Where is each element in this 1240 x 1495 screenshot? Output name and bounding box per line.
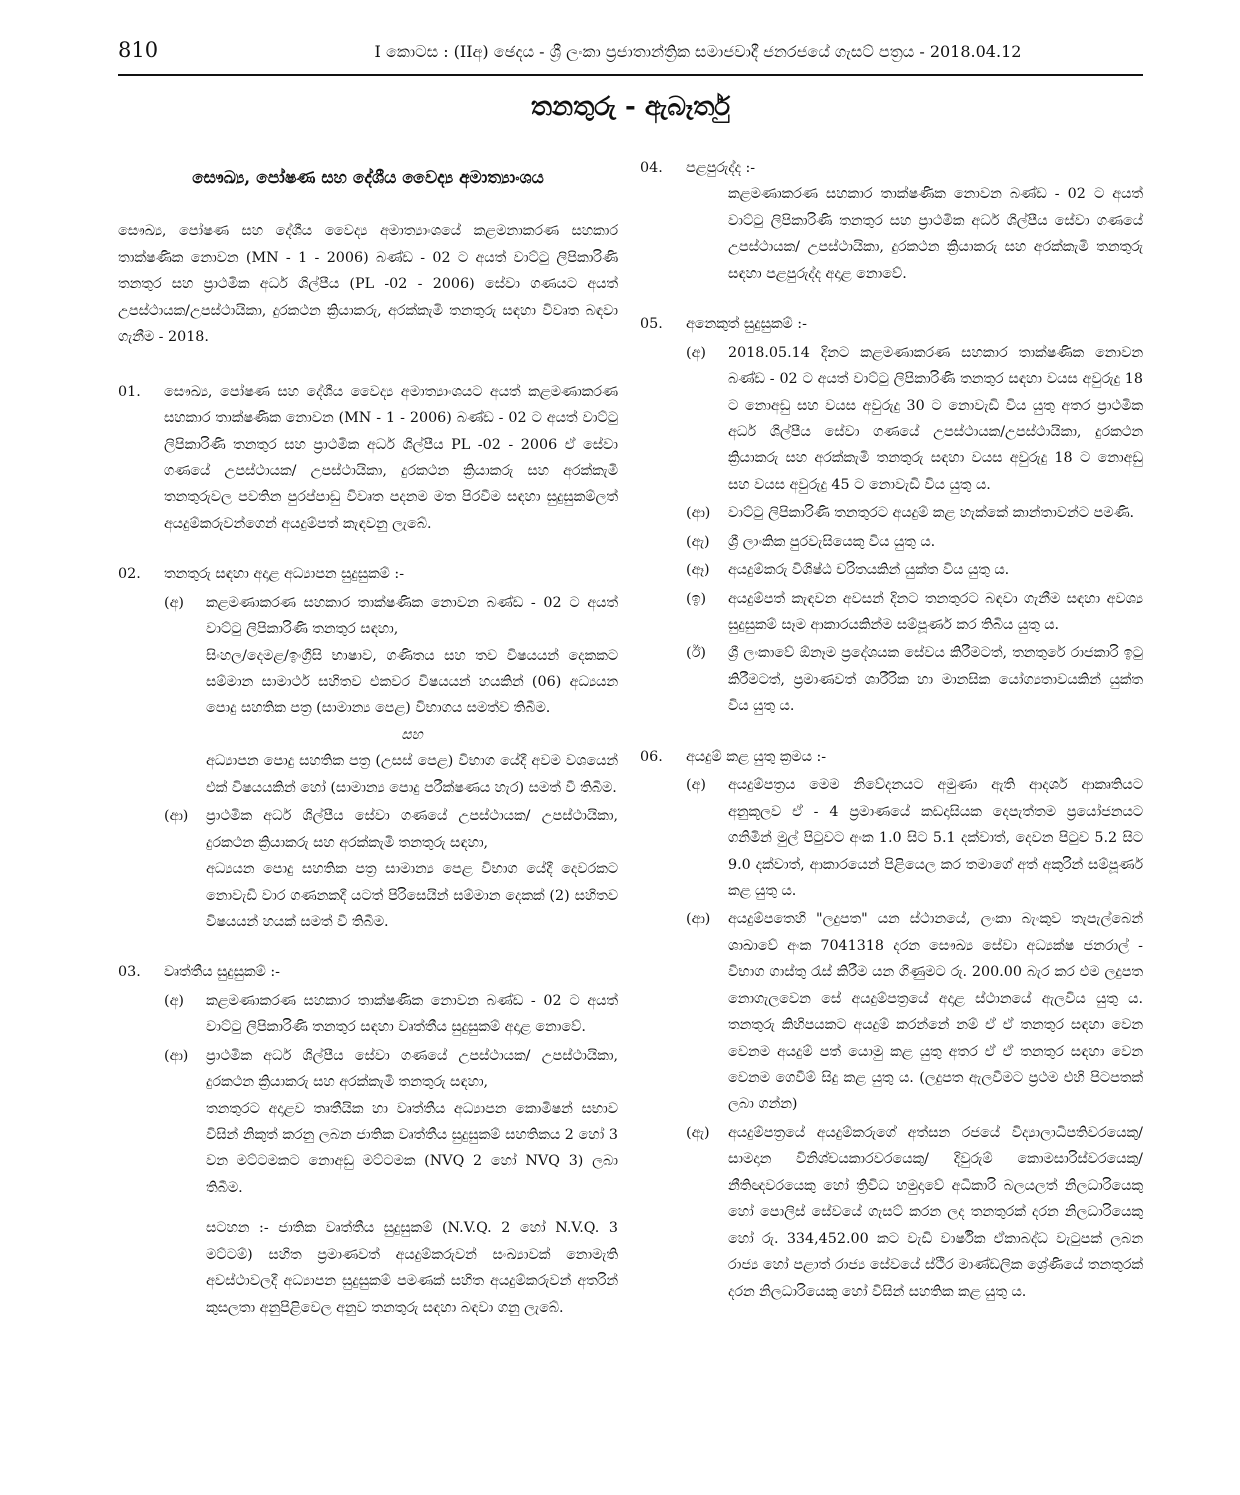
- item-text: ශ්‍රී ලංකාවේ ඕනෑම ප්‍රදේශයක සේවය කිරීමටත්, තනතුරේ රාජකාරි ඉටු කිරීමටත්, ප්‍රමාණවත් ශාරීරික හා මානසික යෝග්‍යතාවයකින් යුක්ත විය යුතු ය.: [728, 645, 1143, 715]
- section-heading: තනතුරු සඳහා අදාළ අධ්‍යාපන සුදුසුකම් :-: [164, 566, 405, 583]
- item-text: ප්‍රාථමික අර්ධ ශිල්පීය සේවා ගණයේ උපස්ථායක/ උපස්ථායිකා, දුරකථන ක්‍රියාකරු සහ අරක්කැමි තනතුරු සඳහා,: [206, 808, 618, 851]
- section-heading: අනෙකුත් සුදුසුකම් :-: [686, 316, 807, 333]
- item-label: (අ): [686, 344, 706, 361]
- section-01: [118, 379, 618, 538]
- item-label: (ඇ): [686, 1124, 710, 1141]
- page-number: 810: [118, 38, 159, 62]
- item-label: (ආ): [686, 911, 711, 928]
- section-heading: වෘත්තීය සුදුසුකම් :-: [164, 964, 281, 981]
- notice-intro: සෞඛ්‍ය, පෝෂණ සහ දේශීය වෛද්‍ය අමාත්‍යාංශයේ කළමනාකරණ සහකාර තාක්ෂණික නොවන (MN - 1 - 2006) බණ්ඩ - 02 ට අයත් වාට්ටු ලිපිකාරිණි තනතුර සහ ප්‍රාථමික අර්ධ ශිල්පීය (PL -02 - 2006) සේවා ගණයට අයත් උපස්ථායක/උපස්ථායිකා, දුරකථන ක්‍රියාකරු, අරක්කැමි තනතුරු සඳහා විවෘත බඳවා ගැනීම - 2018.: [118, 223, 618, 346]
- item-text: ශ්‍රී ලාංකික පුරවැසියෙකු විය යුතු ය.: [728, 533, 936, 550]
- item-text: සිංහල/දෙමළ/ඉංග්‍රීසි භාෂාව, ගණිතය සහ තව විෂයයන් දෙකකට සම්මාන සාමාර්ථ සහිතව එකවර විෂයයන් හයකින් (06) අධ්‍යයන පොදු සහතික පත්‍ර (සාමාන්‍ය පෙළ) විභාගය සමත්ව තිබීම.: [206, 647, 618, 717]
- note-text: සටහන :- ජාතික වෘත්තීය සුදුසුකම් (N.V.Q. 2 හෝ N.V.Q. 3 මට්ටම්) සහිත ප්‍රමාණවත් අයදුම්කරුවන් සංඛ්‍යාවක් නොමැති අවස්ථාවලදී අධ්‍යාපන සුදුසුකම් පමණක් සහිත අයදුම්කරුවන් අතරින් කුසලතා අනුපිළිවෙල අනුව තනතුරු සඳහා බඳවා ගනු ලැබේ.: [206, 1220, 618, 1316]
- item-label: (ආ): [686, 505, 711, 522]
- list-item: [686, 586, 1143, 639]
- item-text: අධ්‍යයන පොදු සහතික පත්‍ර සාමාන්‍ය පෙළ විභාග යේදී දෙවරකට නොවැඩි වාර ගණනකදී යටත් පිරිසෙයින් සම්මාන දෙකක් (2) සහිතව විෂයයන් හයක් සමත් වී තිබීම.: [206, 861, 618, 930]
- list-item: [686, 772, 1143, 904]
- list-item: [686, 557, 1143, 583]
- section-number: 03.: [118, 964, 141, 981]
- list-item: [164, 803, 618, 935]
- item-label: (අ): [164, 594, 184, 611]
- item-text: අයදුම්පත් කැඳවන අවසන් දිනට තනතුරට බඳවා ගැනීම සඳහා අවශ්‍ය සුදුසුකම් සෑම ආකාරයකින්ම සම්පූර්ණ කර තිබිය යුතු ය.: [728, 590, 1143, 633]
- item-text: ප්‍රාථමික අර්ධ ශිල්පීය සේවා ගණයේ උපස්ථායක/ උපස්ථායිකා, දුරකථන ක්‍රියාකරු සහ අරක්කැමි තනතුරු සඳහා,: [206, 1047, 618, 1091]
- section-heading: අයදුම් කළ යුතු ක්‍රමය :-: [686, 748, 827, 765]
- item-text: කළමණාකරණ සහකාර තාක්ෂණික නොවන බණ්ඩ - 02 ට අයත් වාට්ටු ලිපිකාරිණි තනතුර සඳහා,: [206, 594, 618, 638]
- item-text: 2018.05.14 දිනට කළමණාකරණ සහකාර තාක්ෂණික නොවන බණ්ඩ - 02 ට අයත් වාට්ටු ලිපිකාරිණි තනතුර සඳහා වයස අවුරුදු 18 ට නොඅඩු සහ වයස අවුරුදු 30 ට නොවැඩි විය යුතු අතර ප්‍රාථමික අර්ධ ශිල්පීය සේවා ගණයේ උපස්ථායක/උපස්ථායිකා, දුරකථන ක්‍රියාකරු සහ අරක්කැමි තනතුරු සඳහා වයස අවුරුදු 18 ට නොඅඩු සහ වයස අවුරුදු 45 ට නොවැඩි විය යුතු ය.: [728, 344, 1143, 493]
- item-label: (අ): [164, 992, 184, 1009]
- list-item: [686, 500, 1143, 526]
- conjunction-text: සහ: [401, 726, 423, 743]
- item-text: අයදුම්පතෙහි "ලදුපත" යන ස්ථානයේ, ලංකා බැංකුව තැපැල්බෙන් ශාඛාවේ අංක 7041318 දරන සෞඛ්‍ය සේවා අධ්‍යක්ෂ ජනරාල් - විභාග ගාස්තු රැස් කිරීම යන ගිණුමට රු. 200.00 බැර කර එම ලදුපත නොගැලවෙන සේ අයදුම්පත්‍රයේ අදාළ ස්ථානයේ ඇලවිය යුතු ය. තනතුරු කිහිපයකට අයදුම් කරන්නේ නම් ඒ ඒ තනතුර සඳහා වෙන වෙනම අයදුම් පත් යොමු කළ යුතු අතර ඒ ඒ තනතුර සඳහා වෙන වෙනම ගෙවීම් සිදු කළ යුතු ය. (ලදුපත ඇලවීමට ප්‍රථම එහි පිටපතක් ලබා ගන්න): [728, 911, 1143, 1113]
- list-item: [164, 988, 618, 1041]
- section-title: තනතුරු - ඇබෑර්තු: [530, 92, 731, 122]
- list-item: [686, 640, 1143, 719]
- list-item: [164, 590, 618, 802]
- list-item: [686, 906, 1143, 1118]
- item-text: අයදුම්කරු විශිෂ්ඨ චරිතයකින් යුක්ත විය යුතු ය.: [728, 562, 1010, 579]
- ministry-heading: සෞඛ්‍ය, පෝෂණ සහ දේශීය වෛද්‍ය අමාත්‍යාංශය: [192, 168, 544, 188]
- section-number: 06.: [640, 748, 663, 765]
- section-06: [640, 744, 1143, 1305]
- page-header: [118, 38, 1143, 78]
- list-item: [686, 1120, 1143, 1305]
- section-05: [640, 311, 1143, 720]
- list-item: [164, 1043, 618, 1202]
- item-text: අධ්‍යාපන පොදු සහතික පත්‍ර (උසස් පෙළ) විභාග යේදී අවම වශයෙන් එක් විෂයයකින් හෝ (සාමාන්‍ය පොදු පරීක්ෂණය හැර) සමත් වී තිබීම.: [206, 753, 618, 796]
- section-number: 04.: [640, 160, 663, 176]
- list-item: [686, 529, 1143, 555]
- item-label: (ඉ): [686, 590, 707, 607]
- item-label: (ආ): [164, 808, 189, 825]
- header-rule: [118, 74, 1143, 76]
- item-label: (ඇ): [686, 533, 710, 550]
- section-number: 02.: [118, 566, 141, 583]
- section-03: [118, 959, 618, 1321]
- item-text: තනතුරට අදාළව තෘතීයික හා වෘත්තීය අධ්‍යාපන කොමිෂන් සභාව විසින් නිකුත් කරනු ලබන ජාතික වෘත්තීය සුදුසුකම් සහතිකය 2 හෝ 3 වන මට්ටමකට නොඅඩු මට්ටමක (NVQ 2 හෝ NVQ 3) ලබා තිබීම.: [206, 1100, 618, 1196]
- section-04: [640, 155, 1143, 287]
- gazette-title-line: I කොටස : (IIඅ) ඡෙදය - ශ්‍රී ලංකා ප්‍රජාතාන්ත්‍රික සමාජවාදී ජනරජයේ ගැසට් පත්‍රය - 2018.04.12: [374, 42, 1022, 61]
- section-text: කළමණාකරණ සහකාර තාක්ෂණික නොවන බණ්ඩ - 02 ට අයත් වාට්ටු ලිපිකාරිණි තනතුර සහ ප්‍රාථමික අර්ධ ශිල්පීය සේවා ගණයේ උපස්ථායක/ උපස්ථායිකා, දුරකථන ක්‍රියාකරු සහ අරක්කැමි තනතුරු සඳහා පළපුරුද්ද අදාළ නොවේ.: [728, 186, 1143, 282]
- section-number: 05.: [640, 316, 663, 333]
- item-text: අයදුම්පත්‍රය මෙම නිවේදනයට අමුණා ඇති ආදර්ශ ආකෘතියට අනුකූලව ඒ - 4 ප්‍රමාණයේ කඩදාසියක දෙපැත්තම ප්‍රයෝජනයට ගනිමින් මුල් පිටුවට අංක 1.0 සිට 5.1 දක්වාත්, දෙවන පිටුව 5.2 සිට 9.0 දක්වාත්, ආකාරයෙන් පිළියෙල කර තමාගේ අත් අකුරින් සම්පූර්ණ කළ යුතු ය.: [728, 777, 1143, 899]
- item-label: (ඊ): [686, 645, 706, 662]
- item-label: (ආ): [164, 1047, 189, 1064]
- item-text: අයදුම්පත්‍රයේ අයදුම්කරුගේ අත්සන රජයේ විද්‍යාලාධිපතිවරයෙකු/ සාමදාන විනිශ්චයකාරවරයෙකු/ දිවුරුම් කොමසාරිස්වරයෙකු/ නීතිඥවරයෙකු හෝ ත්‍රිවිධ හමුදාවේ අධිකාරි බලයලත් නිලධාරියෙකු හෝ පොලිස් සේවයේ ගැසට් කරන ලද තනතුරක් දරන නිලධාරියෙකු හෝ රු. 334,452.00 කට වැඩි වාර්ෂික ඒකාබද්ධ වැටුපක් ලබන රාජ්‍ය හෝ පළාත් රාජ්‍ය සේවයේ ස්ථිර මාණ්ඩලික ශ්‍රේණියේ තනතුරක් දරන නිලධාරියෙකු හෝ විසින් සහතික කළ යුතු ය.: [728, 1124, 1143, 1300]
- item-label: (ඈ): [686, 562, 710, 579]
- item-label: (අ): [686, 777, 706, 794]
- right-column: [640, 155, 1143, 1329]
- section-heading: පළපුරුද්ද :-: [686, 160, 756, 176]
- list-item: [686, 340, 1143, 499]
- section-02: [118, 561, 618, 935]
- left-column: [118, 155, 618, 1345]
- item-text: වාට්ටු ලිපිකාරිණි තනතුරට අයදුම් කළ හැක්කේ කාන්තාවන්ට පමණි.: [728, 505, 1135, 522]
- item-text: කළමණාකරණ සහකාර තාක්ෂණික නොවන බණ්ඩ - 02 ට අයත් වාට්ටු ලිපිකාරිණි තනතුර සඳහා වෘත්තීය සුදුසුකම් අදාළ නොවේ.: [206, 992, 618, 1036]
- section-text: සෞඛ්‍ය, පෝෂණ සහ දේශීය වෛද්‍ය අමාත්‍යාංශයට අයත් කළමණාකරණ සහකාර තාක්ෂණික නොවන (MN - 1 - 2006) බණ්ඩ - 02 ට අයත් වාට්ටු ලිපිකාරිණි තනතුර සහ ප්‍රාථමික අර්ධ ශිල්පීය PL -02 - 2006 ඒ සේවා ගණයේ උපස්ථායක/ උපස්ථායිකා, දුරකථන ක්‍රියාකරු සහ අරක්කැමි තනතුරුවල පවතින පුරප්පාඩු විවෘත පදනම මත පිරවීම සඳහා සුදුසුකම්ලත් අයදුම්කරුවන්ගෙන් අයදුම්පත් කැඳවනු ලැබේ.: [164, 383, 618, 532]
- section-number: 01.: [118, 383, 141, 400]
